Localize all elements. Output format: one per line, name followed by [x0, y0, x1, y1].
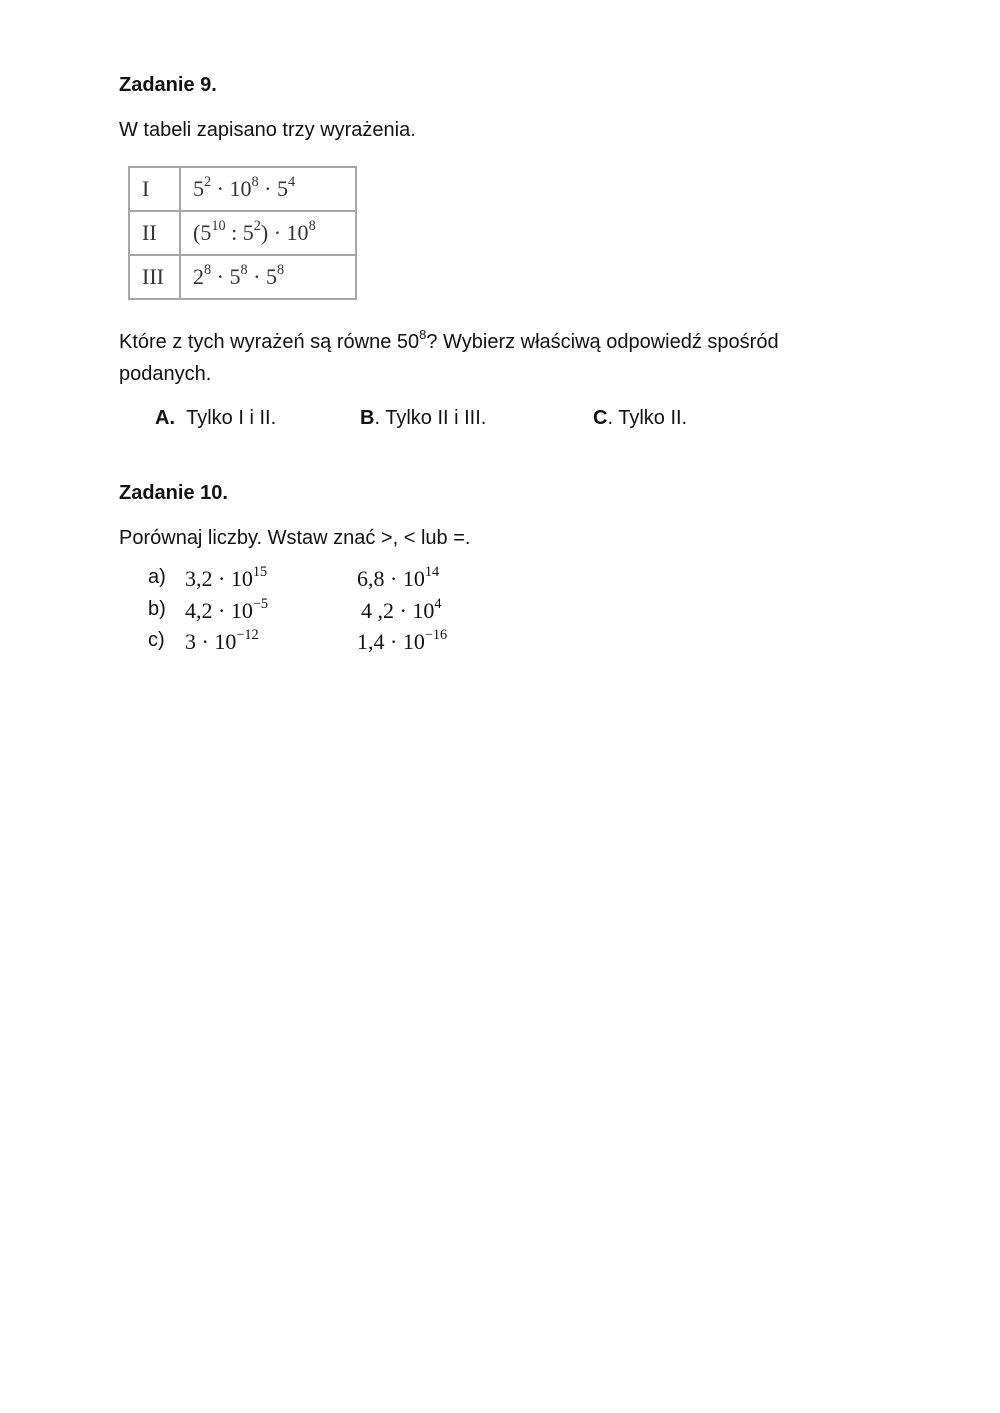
compare-left-c: $3 \cdot 10^{-12}$ — [185, 627, 259, 654]
task9-intro: W tabeli zapisano trzy wyrażenia. — [119, 119, 416, 141]
compare-item-a: a) — [148, 566, 166, 588]
table-row — [129, 211, 356, 255]
task9-question-line2: podanych. — [119, 363, 212, 385]
option-b[interactable]: B. Tylko II i III. — [360, 407, 487, 429]
compare-item-c: c) — [148, 629, 165, 651]
compare-left-b: $4,2 \cdot 10^{-5}$ — [185, 596, 269, 623]
expression-cell: ($5^{10}$ : $5^2) \cdot 10^8$ — [180, 211, 356, 255]
task10-title: Zadanie 10. — [119, 482, 228, 504]
compare-right-b: 4 $,2 \cdot 10^4$ — [361, 596, 442, 623]
expression-cell: $5^2 \cdot 10^8 \cdot 5^4$ — [180, 167, 356, 211]
task9-question: Które z tych wyrażeń są równe $50^8$? Wybierz właściwą odpowiedź spośród — [119, 327, 779, 353]
table-row — [129, 255, 356, 299]
row-label: II — [129, 211, 180, 255]
row-label: III — [129, 255, 180, 299]
row-label: I — [129, 167, 180, 211]
compare-right-a: $6,8 \cdot 10^{14}$ — [357, 564, 440, 591]
compare-item-b: b) — [148, 598, 166, 620]
option-a[interactable]: A. Tylko I i II. — [155, 407, 277, 429]
expressions-table — [128, 166, 357, 300]
option-c[interactable]: C. Tylko II. — [593, 407, 688, 429]
expression-cell: $2^8 \cdot 5^8 \cdot 5^8$ — [180, 255, 356, 299]
compare-left-a: $3,2 \cdot 10^{15}$ — [185, 564, 268, 591]
task10-intro: Porównaj liczby. Wstaw znać >, < lub =. — [119, 527, 471, 549]
task9-title: Zadanie 9. — [119, 74, 217, 96]
compare-right-c: $1,4 \cdot 10^{-16}$ — [357, 627, 448, 654]
table-row — [129, 167, 356, 211]
